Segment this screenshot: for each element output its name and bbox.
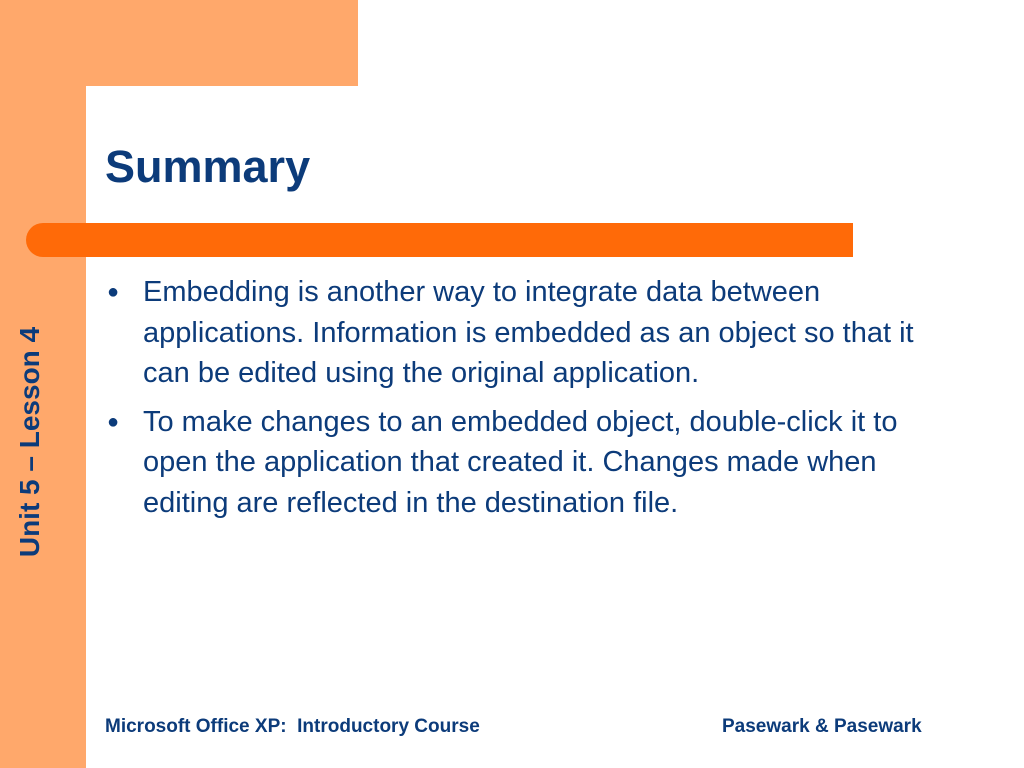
- bullet-dot-icon: ●: [107, 410, 120, 433]
- bullet-list: [105, 272, 965, 531]
- footer-authors: Pasewark & Pasewark: [722, 716, 922, 737]
- bullet-item: [105, 402, 943, 524]
- bullet-dot-icon: ●: [107, 281, 120, 303]
- top-accent-block: [0, 0, 358, 86]
- bullet-text: Embedding is another way to integrate data between applications. Information is embedded as an object so that it can be edited using the original application.: [143, 276, 914, 389]
- slide-title: Summary: [105, 141, 311, 192]
- unit-lesson-label: Unit 5 – Lesson 4: [14, 326, 45, 558]
- bullet-item: [105, 272, 943, 394]
- bullet-text: To make changes to an embedded object, double-click it to open the application that created it. Changes made when editing are reflected in the destination file.: [143, 405, 898, 519]
- title-divider-bar: [26, 223, 853, 257]
- footer-course-title: Microsoft Office XP: Introductory Course: [105, 716, 480, 737]
